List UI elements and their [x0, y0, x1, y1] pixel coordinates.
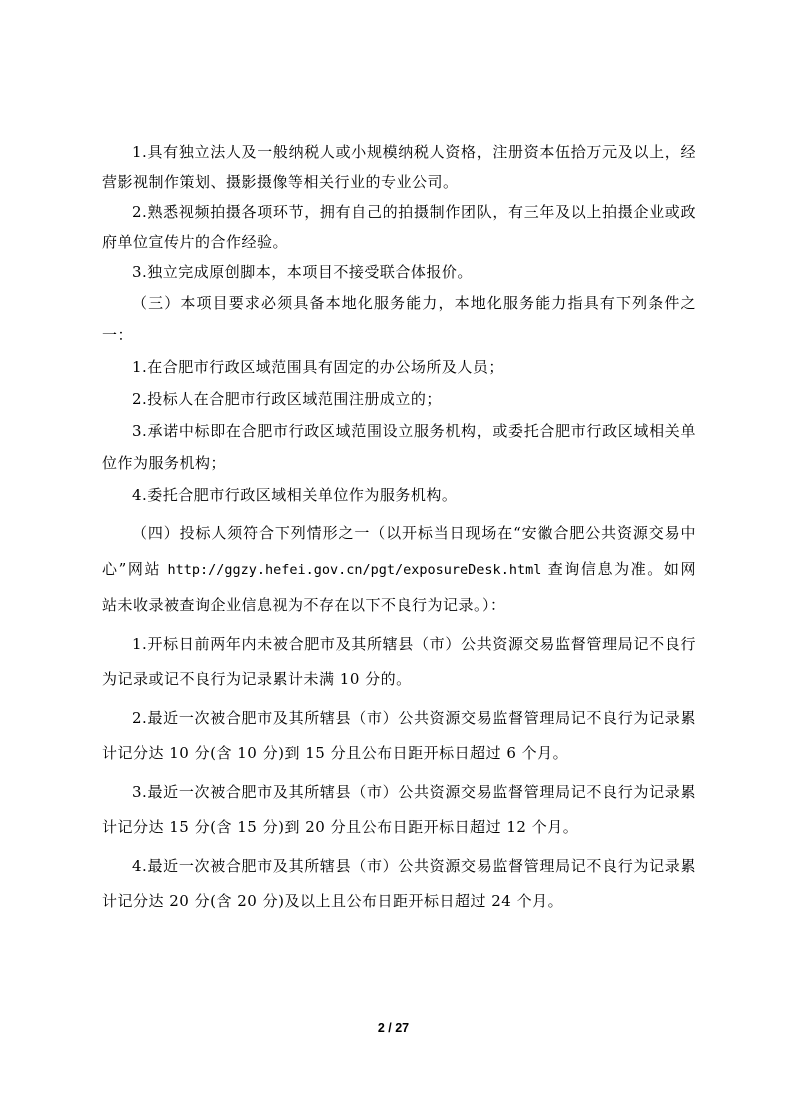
- paragraph-record-condition-1: 1.开标日前两年内未被合肥市及其所辖县（市）公共资源交易监督管理局记不良行为记录或记不良行为记录累计未满 10 分的。: [102, 634, 696, 688]
- paragraph-record-condition-4: 4.最近一次被合肥市及其所辖县（市）公共资源交易监督管理局记不良行为记录累计记分达 20 分(含 20 分)及以上且公布日距开标日超过 24 个月。: [102, 856, 696, 910]
- clause-4-text-after-url: 查询信息为准。如网站未收录被查询企业信息视为不存在以下不良行为记录。）：: [102, 559, 697, 614]
- paragraph-record-condition-2: 2.最近一次被合肥市及其所辖县（市）公共资源交易监督管理局记不良行为记录累计记分达 10 分(含 10 分)到 15 分且公布日距开标日超过 6 个月。: [102, 708, 696, 762]
- section-qualifications: [102, 137, 696, 287]
- paragraph-record-condition-3: 3.最近一次被合肥市及其所辖县（市）公共资源交易监督管理局记不良行为记录累计记分达 15 分(含 15 分)到 20 分且公布日距开标日超过 12 个月。: [102, 782, 696, 836]
- paragraph-local-condition-3: 3.承诺中标即在合肥市行政区域范围设立服务机构，或委托合肥市行政区域相关单位作为服务机构；: [102, 422, 696, 472]
- section-bad-record-conditions: [102, 516, 696, 920]
- paragraph-qualification-3: 3.独立完成原创脚本，本项目不接受联合体报价。: [132, 263, 473, 281]
- clause-4-text-before-url: （四）投标人须符合下列情形之一（以开标当日现场在“安徽合肥公共资源交易中心”网站: [102, 524, 696, 578]
- paragraph-qualification-1: 1.具有独立法人及一般纳税人或小规模纳税人资格，注册资本伍拾万元及以上，经营影视制作策划、摄影摄像等相关行业的专业公司。: [102, 143, 696, 191]
- document-body: [102, 137, 696, 923]
- paragraph-clause-4-heading: [102, 516, 696, 624]
- paragraph-local-condition-4: 4.委托合肥市行政区域相关单位作为服务机构。: [132, 486, 458, 504]
- paragraph-clause-3-heading: （三）本项目要求必须具备本地化服务能力，本地化服务能力指具有下列条件之一：: [102, 294, 696, 344]
- paragraph-qualification-2: 2.熟悉视频拍摄各项环节，拥有自己的拍摄制作团队，有三年及以上拍摄企业或政府单位宣传片的合作经验。: [102, 203, 696, 251]
- query-url-text: http://ggzy.hefei.gov.cn/pgt/exposureDesk.html: [167, 561, 542, 578]
- paragraph-local-condition-2: 2.投标人在合肥市行政区域范围注册成立的；: [132, 390, 442, 408]
- page-number: 2 / 27: [377, 1021, 410, 1035]
- section-localization-capability: [102, 287, 696, 511]
- paragraph-local-condition-1: 1.在合肥市行政区域范围具有固定的办公场所及人员；: [132, 358, 504, 376]
